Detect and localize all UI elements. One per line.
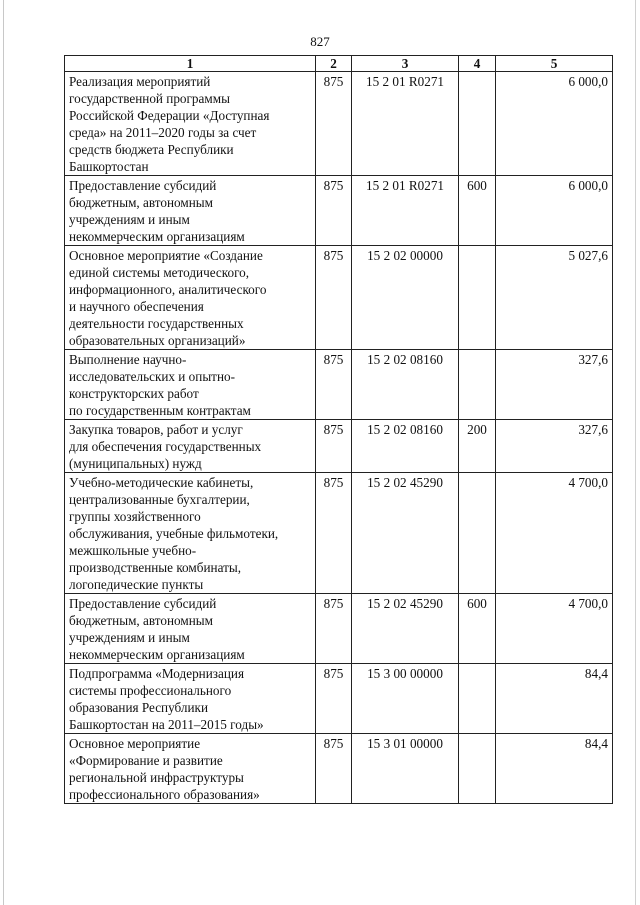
cell-name-line: учреждениям и иным	[69, 212, 190, 227]
cell-name-line: бюджетным, автономным	[69, 195, 213, 210]
column-header-vr: 4	[459, 56, 496, 72]
cell-sum: 327,6	[496, 350, 613, 420]
cell-name-line: Предоставление субсидий	[69, 596, 217, 611]
cell-name	[65, 594, 316, 664]
table-row	[65, 664, 613, 734]
cell-grbs: 875	[316, 246, 352, 350]
cell-sum: 4 700,0	[496, 594, 613, 664]
cell-name-line: системы профессионального	[69, 683, 232, 698]
cell-csr: 15 3 01 00000	[352, 734, 459, 804]
cell-name-line: Выполнение научно-	[69, 352, 187, 367]
table-row	[65, 420, 613, 473]
cell-grbs: 875	[316, 420, 352, 473]
cell-csr: 15 2 01 R0271	[352, 176, 459, 246]
cell-name-line: обслуживания, учебные фильмотеки,	[69, 526, 279, 541]
cell-csr: 15 2 02 45290	[352, 473, 459, 594]
column-header-name: 1	[65, 56, 316, 72]
cell-name-line: Закупка товаров, работ и услуг	[69, 422, 243, 437]
cell-sum: 84,4	[496, 664, 613, 734]
cell-name-line: «Формирование и развитие	[69, 753, 223, 768]
header-row	[65, 56, 613, 72]
cell-vr	[459, 72, 496, 176]
cell-grbs: 875	[316, 664, 352, 734]
cell-vr: 600	[459, 176, 496, 246]
table-row	[65, 734, 613, 804]
cell-grbs: 875	[316, 734, 352, 804]
table-row	[65, 473, 613, 594]
cell-name-line: централизованные бухгалтерии,	[69, 492, 250, 507]
page-number: 827	[310, 34, 330, 49]
cell-name-line: средств бюджета Республики	[69, 142, 234, 157]
cell-name-line: единой системы методического,	[69, 265, 250, 280]
cell-name-line: логопедические пункты	[69, 577, 204, 592]
cell-name-line: Предоставление субсидий	[69, 178, 217, 193]
cell-name-line: образовательных организаций»	[69, 333, 246, 348]
cell-name-line: Основное мероприятие	[69, 736, 201, 751]
cell-csr: 15 2 02 00000	[352, 246, 459, 350]
cell-name	[65, 350, 316, 420]
cell-csr: 15 2 01 R0271	[352, 72, 459, 176]
cell-name-line: производственные комбинаты,	[69, 560, 241, 575]
table-row	[65, 350, 613, 420]
cell-sum: 4 700,0	[496, 473, 613, 594]
cell-name-line: межшкольные учебно-	[69, 543, 197, 558]
cell-name-line: Башкортостан на 2011–2015 годы»	[69, 717, 264, 732]
page-edge-right	[635, 0, 636, 905]
cell-name	[65, 72, 316, 176]
cell-name-line: образования Республики	[69, 700, 209, 715]
cell-sum: 5 027,6	[496, 246, 613, 350]
cell-vr	[459, 734, 496, 804]
cell-sum: 327,6	[496, 420, 613, 473]
column-header-csr: 3	[352, 56, 459, 72]
cell-name	[65, 246, 316, 350]
cell-name-line: и научного обеспечения	[69, 299, 204, 314]
cell-name-line: исследовательских и опытно-	[69, 369, 235, 384]
cell-name-line: бюджетным, автономным	[69, 613, 213, 628]
cell-name-line: Реализация мероприятий	[69, 74, 211, 89]
cell-csr: 15 2 02 08160	[352, 350, 459, 420]
cell-grbs: 875	[316, 473, 352, 594]
cell-name-line: Башкортостан	[69, 159, 149, 174]
cell-name-line: некоммерческим организациям	[69, 229, 245, 244]
table-header	[65, 56, 613, 72]
cell-vr: 200	[459, 420, 496, 473]
table-row	[65, 246, 613, 350]
cell-vr	[459, 664, 496, 734]
cell-grbs: 875	[316, 176, 352, 246]
cell-sum: 6 000,0	[496, 72, 613, 176]
budget-table	[64, 55, 613, 804]
cell-name-line: государственной программы	[69, 91, 230, 106]
cell-csr: 15 2 02 45290	[352, 594, 459, 664]
cell-vr: 600	[459, 594, 496, 664]
cell-grbs: 875	[316, 72, 352, 176]
cell-name-line: региональной инфраструктуры	[69, 770, 244, 785]
cell-name-line: Российской Федерации «Доступная	[69, 108, 270, 123]
cell-name-line: Основное мероприятие «Создание	[69, 248, 263, 263]
column-header-grbs: 2	[316, 56, 352, 72]
cell-vr	[459, 473, 496, 594]
cell-name	[65, 734, 316, 804]
page-edge-left	[3, 0, 4, 905]
column-header-sum: 5	[496, 56, 613, 72]
table-row	[65, 176, 613, 246]
cell-vr	[459, 246, 496, 350]
cell-name-line: профессионального образования»	[69, 787, 260, 802]
table-row	[65, 72, 613, 176]
cell-name-line: Учебно-методические кабинеты,	[69, 475, 254, 490]
cell-grbs: 875	[316, 350, 352, 420]
cell-name	[65, 420, 316, 473]
cell-csr: 15 3 00 00000	[352, 664, 459, 734]
cell-vr	[459, 350, 496, 420]
cell-name	[65, 664, 316, 734]
cell-name-line: для обеспечения государственных	[69, 439, 262, 454]
cell-name-line: конструкторских работ	[69, 386, 199, 401]
cell-name-line: некоммерческим организациям	[69, 647, 245, 662]
cell-name-line: среда» на 2011–2020 годы за счет	[69, 125, 257, 140]
cell-sum: 6 000,0	[496, 176, 613, 246]
cell-name	[65, 473, 316, 594]
cell-name-line: деятельности государственных	[69, 316, 244, 331]
cell-name	[65, 176, 316, 246]
cell-name-line: учреждениям и иным	[69, 630, 190, 645]
cell-csr: 15 2 02 08160	[352, 420, 459, 473]
table-row	[65, 594, 613, 664]
cell-name-line: группы хозяйственного	[69, 509, 201, 524]
cell-sum: 84,4	[496, 734, 613, 804]
cell-name-line: по государственным контрактам	[69, 403, 251, 418]
table-body	[65, 72, 613, 804]
cell-grbs: 875	[316, 594, 352, 664]
cell-name-line: информационного, аналитического	[69, 282, 267, 297]
cell-name-line: Подпрограмма «Модернизация	[69, 666, 245, 681]
cell-name-line: (муниципальных) нужд	[69, 456, 202, 471]
